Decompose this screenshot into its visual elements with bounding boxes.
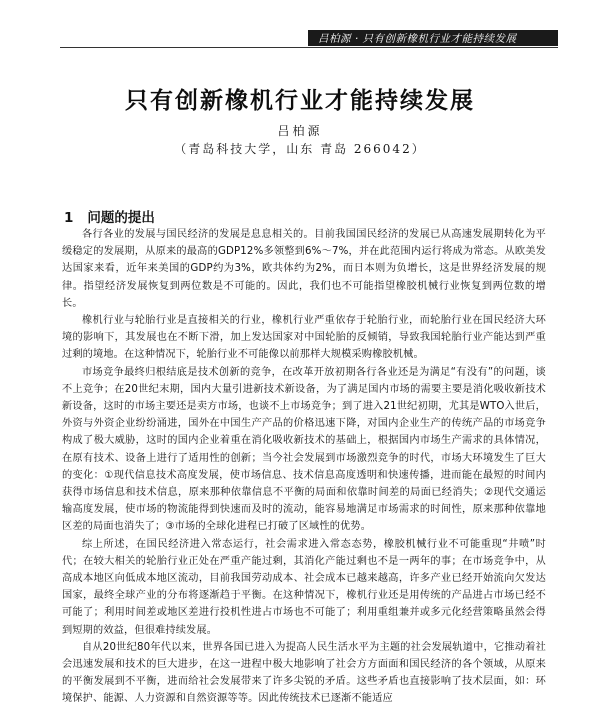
running-header-title: 吕柏源 · 只有创新橡机行业才能持续发展 (318, 33, 517, 45)
section-title: 问题的提出 (87, 210, 155, 226)
author-name: 吕柏源 (277, 124, 323, 138)
article-title: 只有创新橡机行业才能持续发展 (125, 88, 475, 114)
header-rule (60, 47, 558, 48)
paragraph: 综上所述，在国民经济进入常态运行，社会需求进入常态态势，橡胶机械行业不可能重现“井喷”时代；在较大相关的轮胎行业正处在严重产能过剩，其消化产能过剩也不是一两年的事；在市场竞争中，从高成本地区向低成本地区流动，目前我国劳动成本、社会成本已越来越高，许多产业已经开始流向欠发达国家，最终全球产业的分布将逐渐趋于平衡。在这种情况下，橡机行业还是用传统的产品进占市场已经不可能了；利用时间差或地区差进行投机性进占市场也不可能了；利用重组兼并或多元化经营策略虽然会得到短期的效益，但很难持续发展。 (62, 538, 546, 636)
section-number: 1 (64, 210, 74, 226)
author-affiliation: （青岛科技大学，山东 青岛 266042） (174, 142, 426, 156)
section-heading (64, 206, 155, 226)
paragraph: 各行各业的发展与国民经济的发展是息息相关的。目前我国国民经济的发展已从高速发展期转化为平缓稳定的发展期，从原来的最高的GDP12%多领整到6%～7%，并在此范围内运行将成为常态。从欧美发达国家来看，近年来美国的GDP约为3%，欧共体约为2%，而日本则为负增长，这是世界经济发展的规律。指望经济发展恢复到两位数是不可能的。因此，我们也不可能指望橡胶机械行业恢复到两位数的增长。 (62, 229, 546, 309)
paragraph: 橡机行业与轮胎行业是直接相关的行业，橡机行业严重依存于轮胎行业，而轮胎行业在国民经济大环境的影响下，其发展也在不断下滑，加上发达国家对中国轮胎的反倾销，导致我国轮胎行业产能达到严重过剩的境地。在这种情况下，轮胎行业不可能像以前那样大规模采购橡胶机械。 (62, 315, 546, 361)
paragraph: 市场竞争最终归根结底是技术创新的竞争，在改革开放初期各行各业还是为满足“有没有”的问题，谈不上竞争；在20世纪末期，国内大量引进新技术新设备，为了满足国内市场的需要主要是消化吸收新技术新设备，这时的市场主要还是卖方市场，也谈不上市场竞争；到了进入21世纪初期，尤其是WTO入世后，外资与外资企业纷纷涌进，国外在中国生产产品的价格迅速下降，对国内企业生产的传统产品的市场竞争构成了极大威胁，这时的国内企业着重在消化吸收新技术的基础上，根据国内市场生产需求的具体情况，在原有技术、设备上进行了适用性的创新；当今社会发展到市场激烈竞争的时代，市场大环境发生了巨大的变化：①现代信息技术高度发展，使市场信息、技术信息高度透明和快速传播，进而能在最短的时间内获得市场信息和技术信息，原来那种依靠信息不平衡的局面和依靠时间差的局面已经消失；②现代交通运输高度发展，使市场的物流能得到快速而及时的流动，能容易地满足市场需求的时间性，原来那种依靠地区差的局面也消失了；③市场的全球化进程已打破了区域性的优势。 (62, 366, 546, 533)
paragraph: 自从20世纪80年代以来，世界各国已进入为提高人民生活水平为主题的社会发展轨道中，它推动着社会迅速发展和技术的巨大进步，在这一进程中极大地影响了社会方方面面和国民经济的各个领域，从原来的平衡发展到不平衡，进而给社会发展带来了许多尖锐的矛盾。这些矛盾也直接影响了技术层面，如：环境保护、能源、人力资源和自然资源等等。因此传统技术已逐渐不能适应 (62, 641, 546, 705)
header-bar (0, 0, 600, 34)
body-text (62, 226, 546, 708)
